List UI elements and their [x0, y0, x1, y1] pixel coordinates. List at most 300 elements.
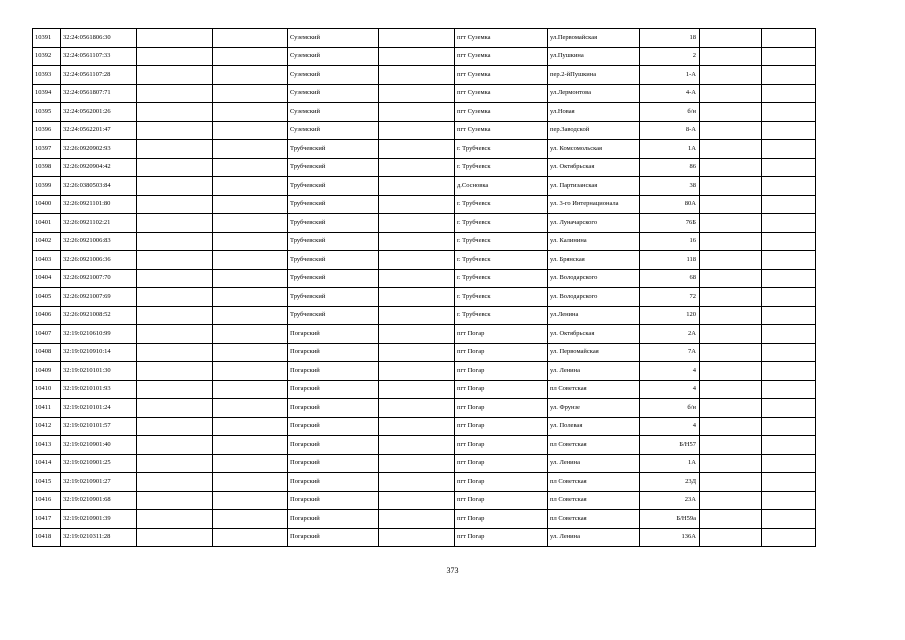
street-cell: ул. Ленина — [548, 454, 640, 473]
street-cell: ул. Калинина — [548, 232, 640, 251]
table-row — [33, 528, 816, 547]
settlement-cell: пгт Погар — [455, 325, 548, 344]
table-row — [33, 195, 816, 214]
district-cell: Погарский — [288, 491, 379, 510]
house-number-cell: 23Д — [640, 473, 700, 492]
table-row — [33, 121, 816, 140]
blank-cell-e — [762, 103, 816, 122]
row-number-cell: 10410 — [33, 380, 61, 399]
blank-cell-d — [700, 103, 762, 122]
cadastral-number-cell: 32:26:0920904:42 — [61, 158, 137, 177]
street-cell: ул.Первомайская — [548, 29, 640, 48]
blank-cell-e — [762, 528, 816, 547]
blank-cell-b — [213, 362, 288, 381]
settlement-cell: д.Сосновка — [455, 177, 548, 196]
blank-cell-c — [379, 473, 455, 492]
cadastral-number-cell: 32:19:0210901:25 — [61, 454, 137, 473]
blank-cell-c — [379, 510, 455, 529]
blank-cell-c — [379, 121, 455, 140]
settlement-cell: г. Трубчевск — [455, 269, 548, 288]
blank-cell-d — [700, 380, 762, 399]
blank-cell-e — [762, 343, 816, 362]
cadastral-number-cell: 32:19:0210901:39 — [61, 510, 137, 529]
settlement-cell: пгт Погар — [455, 510, 548, 529]
street-cell: ул. Комсомольская — [548, 140, 640, 159]
table-row — [33, 362, 816, 381]
row-number-cell: 10395 — [33, 103, 61, 122]
house-number-cell: 23А — [640, 491, 700, 510]
street-cell: ул. Ленина — [548, 528, 640, 547]
blank-cell-d — [700, 399, 762, 418]
street-cell: пл Советская — [548, 473, 640, 492]
blank-cell-e — [762, 399, 816, 418]
blank-cell-e — [762, 380, 816, 399]
street-cell: ул. Партизанская — [548, 177, 640, 196]
blank-cell-d — [700, 158, 762, 177]
cadastral-number-cell: 32:19:0210101:24 — [61, 399, 137, 418]
row-number-cell: 10412 — [33, 417, 61, 436]
district-cell: Погарский — [288, 343, 379, 362]
blank-cell-c — [379, 177, 455, 196]
blank-cell-c — [379, 306, 455, 325]
blank-cell-c — [379, 232, 455, 251]
house-number-cell: 4-А — [640, 84, 700, 103]
blank-cell-e — [762, 269, 816, 288]
house-number-cell: 80А — [640, 195, 700, 214]
house-number-cell: Б/Н57 — [640, 436, 700, 455]
district-cell: Суземский — [288, 29, 379, 48]
blank-cell-a — [137, 84, 213, 103]
blank-cell-b — [213, 306, 288, 325]
blank-cell-e — [762, 362, 816, 381]
blank-cell-d — [700, 491, 762, 510]
house-number-cell: 4 — [640, 380, 700, 399]
house-number-cell: 1А — [640, 140, 700, 159]
cadastral-number-cell: 32:19:0210311:28 — [61, 528, 137, 547]
district-cell: Погарский — [288, 417, 379, 436]
table-body — [33, 29, 816, 547]
house-number-cell: 86 — [640, 158, 700, 177]
blank-cell-d — [700, 214, 762, 233]
house-number-cell: 7А — [640, 343, 700, 362]
table-row — [33, 140, 816, 159]
settlement-cell: г. Трубчевск — [455, 306, 548, 325]
blank-cell-e — [762, 47, 816, 66]
blank-cell-d — [700, 251, 762, 270]
district-cell: Погарский — [288, 454, 379, 473]
street-cell: ул. Октябрьская — [548, 158, 640, 177]
blank-cell-e — [762, 66, 816, 85]
house-number-cell: 2А — [640, 325, 700, 344]
blank-cell-d — [700, 84, 762, 103]
blank-cell-d — [700, 306, 762, 325]
cadastral-number-cell: 32:24:0561806:30 — [61, 29, 137, 48]
street-cell: пл Советская — [548, 491, 640, 510]
district-cell: Погарский — [288, 528, 379, 547]
street-cell: ул. Володарского — [548, 269, 640, 288]
blank-cell-c — [379, 195, 455, 214]
blank-cell-d — [700, 29, 762, 48]
blank-cell-c — [379, 380, 455, 399]
blank-cell-b — [213, 47, 288, 66]
district-cell: Трубчевский — [288, 232, 379, 251]
row-number-cell: 10401 — [33, 214, 61, 233]
blank-cell-b — [213, 195, 288, 214]
blank-cell-c — [379, 436, 455, 455]
blank-cell-c — [379, 29, 455, 48]
blank-cell-b — [213, 177, 288, 196]
district-cell: Трубчевский — [288, 251, 379, 270]
blank-cell-e — [762, 177, 816, 196]
blank-cell-c — [379, 269, 455, 288]
blank-cell-c — [379, 103, 455, 122]
blank-cell-a — [137, 528, 213, 547]
blank-cell-e — [762, 158, 816, 177]
blank-cell-e — [762, 473, 816, 492]
blank-cell-a — [137, 121, 213, 140]
settlement-cell: пгт Погар — [455, 454, 548, 473]
blank-cell-a — [137, 510, 213, 529]
blank-cell-c — [379, 158, 455, 177]
district-cell: Погарский — [288, 380, 379, 399]
blank-cell-b — [213, 528, 288, 547]
table-row — [33, 47, 816, 66]
row-number-cell: 10407 — [33, 325, 61, 344]
blank-cell-b — [213, 251, 288, 270]
cadastral-number-cell: 32:24:0562201:47 — [61, 121, 137, 140]
table-row — [33, 399, 816, 418]
blank-cell-a — [137, 103, 213, 122]
row-number-cell: 10416 — [33, 491, 61, 510]
table-row — [33, 306, 816, 325]
cadastral-number-cell: 32:24:0562001:26 — [61, 103, 137, 122]
street-cell: ул. Луначарского — [548, 214, 640, 233]
table-row — [33, 84, 816, 103]
blank-cell-d — [700, 417, 762, 436]
table-row — [33, 251, 816, 270]
settlement-cell: пгт Суземка — [455, 29, 548, 48]
blank-cell-b — [213, 121, 288, 140]
blank-cell-e — [762, 251, 816, 270]
blank-cell-c — [379, 362, 455, 381]
cadastral-number-cell: 32:26:0921008:52 — [61, 306, 137, 325]
district-cell: Суземский — [288, 121, 379, 140]
blank-cell-b — [213, 399, 288, 418]
house-number-cell: 136А — [640, 528, 700, 547]
district-cell: Погарский — [288, 362, 379, 381]
cadastral-number-cell: 32:26:0921006:83 — [61, 232, 137, 251]
cadastral-number-cell: 32:26:0921101:80 — [61, 195, 137, 214]
blank-cell-e — [762, 140, 816, 159]
blank-cell-d — [700, 362, 762, 381]
row-number-cell: 10394 — [33, 84, 61, 103]
district-cell: Погарский — [288, 436, 379, 455]
cadastral-number-cell: 32:26:0920902:93 — [61, 140, 137, 159]
blank-cell-a — [137, 454, 213, 473]
blank-cell-a — [137, 380, 213, 399]
row-number-cell: 10393 — [33, 66, 61, 85]
district-cell: Трубчевский — [288, 214, 379, 233]
settlement-cell: пгт Суземка — [455, 66, 548, 85]
settlement-cell: пгт Погар — [455, 491, 548, 510]
blank-cell-e — [762, 29, 816, 48]
house-number-cell: 76Б — [640, 214, 700, 233]
house-number-cell: 1А — [640, 454, 700, 473]
district-cell: Погарский — [288, 510, 379, 529]
blank-cell-b — [213, 343, 288, 362]
street-cell: пл Советская — [548, 380, 640, 399]
blank-cell-c — [379, 454, 455, 473]
blank-cell-e — [762, 306, 816, 325]
blank-cell-c — [379, 140, 455, 159]
blank-cell-e — [762, 288, 816, 307]
row-number-cell: 10405 — [33, 288, 61, 307]
house-number-cell: 38 — [640, 177, 700, 196]
blank-cell-a — [137, 417, 213, 436]
blank-cell-c — [379, 66, 455, 85]
settlement-cell: пгт Суземка — [455, 47, 548, 66]
table-row — [33, 29, 816, 48]
house-number-cell: 18 — [640, 29, 700, 48]
row-number-cell: 10397 — [33, 140, 61, 159]
blank-cell-a — [137, 436, 213, 455]
row-number-cell: 10411 — [33, 399, 61, 418]
row-number-cell: 10414 — [33, 454, 61, 473]
blank-cell-e — [762, 214, 816, 233]
blank-cell-c — [379, 399, 455, 418]
row-number-cell: 10396 — [33, 121, 61, 140]
blank-cell-b — [213, 29, 288, 48]
street-cell: пер.Заводской — [548, 121, 640, 140]
table-row — [33, 103, 816, 122]
blank-cell-b — [213, 140, 288, 159]
street-cell: ул. Первомайская — [548, 343, 640, 362]
registry-table — [32, 28, 816, 547]
blank-cell-a — [137, 232, 213, 251]
cadastral-number-cell: 32:24:0561807:71 — [61, 84, 137, 103]
blank-cell-d — [700, 325, 762, 344]
blank-cell-a — [137, 158, 213, 177]
table-row — [33, 510, 816, 529]
district-cell: Трубчевский — [288, 158, 379, 177]
blank-cell-b — [213, 232, 288, 251]
table-row — [33, 269, 816, 288]
blank-cell-a — [137, 251, 213, 270]
blank-cell-a — [137, 491, 213, 510]
settlement-cell: пгт Суземка — [455, 84, 548, 103]
house-number-cell: Б/Н59а — [640, 510, 700, 529]
blank-cell-d — [700, 473, 762, 492]
blank-cell-a — [137, 140, 213, 159]
cadastral-number-cell: 32:26:0921102:21 — [61, 214, 137, 233]
cadastral-number-cell: 32:19:0210901:68 — [61, 491, 137, 510]
row-number-cell: 10403 — [33, 251, 61, 270]
cadastral-number-cell: 32:19:0210610:99 — [61, 325, 137, 344]
street-cell: ул.Новая — [548, 103, 640, 122]
street-cell: ул.Пушкина — [548, 47, 640, 66]
district-cell: Трубчевский — [288, 195, 379, 214]
cadastral-number-cell: 32:19:0210101:57 — [61, 417, 137, 436]
row-number-cell: 10400 — [33, 195, 61, 214]
table-row — [33, 288, 816, 307]
page-number: 373 — [446, 566, 459, 575]
street-cell: ул.Лермонтова — [548, 84, 640, 103]
street-cell: пер.2-йПушкина — [548, 66, 640, 85]
blank-cell-c — [379, 491, 455, 510]
district-cell: Суземский — [288, 103, 379, 122]
settlement-cell: пгт Погар — [455, 417, 548, 436]
street-cell: ул. Октябрьская — [548, 325, 640, 344]
blank-cell-d — [700, 528, 762, 547]
row-number-cell: 10398 — [33, 158, 61, 177]
blank-cell-e — [762, 491, 816, 510]
blank-cell-c — [379, 325, 455, 344]
row-number-cell: 10399 — [33, 177, 61, 196]
settlement-cell: пгт Суземка — [455, 103, 548, 122]
cadastral-number-cell: 32:19:0210101:93 — [61, 380, 137, 399]
district-cell: Трубчевский — [288, 306, 379, 325]
table-row — [33, 158, 816, 177]
row-number-cell: 10418 — [33, 528, 61, 547]
settlement-cell: пгт Погар — [455, 343, 548, 362]
cadastral-number-cell: 32:26:0921006:36 — [61, 251, 137, 270]
house-number-cell: 16 — [640, 232, 700, 251]
street-cell: пл Советская — [548, 510, 640, 529]
settlement-cell: пгт Погар — [455, 362, 548, 381]
settlement-cell: пгт Погар — [455, 399, 548, 418]
house-number-cell: 1-А — [640, 66, 700, 85]
blank-cell-d — [700, 269, 762, 288]
row-number-cell: 10413 — [33, 436, 61, 455]
blank-cell-a — [137, 47, 213, 66]
table-row — [33, 214, 816, 233]
table-row — [33, 66, 816, 85]
blank-cell-e — [762, 232, 816, 251]
blank-cell-a — [137, 66, 213, 85]
blank-cell-b — [213, 103, 288, 122]
row-number-cell: 10402 — [33, 232, 61, 251]
blank-cell-e — [762, 436, 816, 455]
settlement-cell: пгт Погар — [455, 528, 548, 547]
district-cell: Суземский — [288, 47, 379, 66]
blank-cell-b — [213, 66, 288, 85]
district-cell: Суземский — [288, 66, 379, 85]
blank-cell-a — [137, 269, 213, 288]
blank-cell-e — [762, 510, 816, 529]
row-number-cell: 10417 — [33, 510, 61, 529]
blank-cell-e — [762, 454, 816, 473]
blank-cell-e — [762, 84, 816, 103]
row-number-cell: 10415 — [33, 473, 61, 492]
blank-cell-b — [213, 417, 288, 436]
district-cell: Трубчевский — [288, 140, 379, 159]
cadastral-number-cell: 32:19:0210901:40 — [61, 436, 137, 455]
blank-cell-a — [137, 473, 213, 492]
house-number-cell: 2 — [640, 47, 700, 66]
street-cell: ул.Ленина — [548, 306, 640, 325]
street-cell: ул. Полевая — [548, 417, 640, 436]
blank-cell-b — [213, 473, 288, 492]
street-cell: ул. Фрунзе — [548, 399, 640, 418]
settlement-cell: пгт Суземка — [455, 121, 548, 140]
street-cell: ул. Володарского — [548, 288, 640, 307]
blank-cell-a — [137, 214, 213, 233]
blank-cell-c — [379, 528, 455, 547]
cadastral-number-cell: 32:19:0210101:30 — [61, 362, 137, 381]
blank-cell-c — [379, 417, 455, 436]
blank-cell-d — [700, 436, 762, 455]
blank-cell-c — [379, 288, 455, 307]
district-cell: Трубчевский — [288, 288, 379, 307]
cadastral-number-cell: 32:24:0561107:28 — [61, 66, 137, 85]
blank-cell-d — [700, 66, 762, 85]
blank-cell-e — [762, 195, 816, 214]
blank-cell-a — [137, 288, 213, 307]
street-cell: ул. Брянская — [548, 251, 640, 270]
blank-cell-c — [379, 214, 455, 233]
district-cell: Погарский — [288, 399, 379, 418]
table-row — [33, 473, 816, 492]
settlement-cell: г. Трубчевск — [455, 158, 548, 177]
blank-cell-a — [137, 343, 213, 362]
house-number-cell: 118 — [640, 251, 700, 270]
blank-cell-b — [213, 436, 288, 455]
blank-cell-d — [700, 195, 762, 214]
house-number-cell: б/н — [640, 103, 700, 122]
blank-cell-a — [137, 399, 213, 418]
blank-cell-e — [762, 121, 816, 140]
street-cell: ул. Ленина — [548, 362, 640, 381]
blank-cell-d — [700, 121, 762, 140]
row-number-cell: 10392 — [33, 47, 61, 66]
street-cell: ул. 3-го Интернационала — [548, 195, 640, 214]
settlement-cell: г. Трубчевск — [455, 214, 548, 233]
table-row — [33, 380, 816, 399]
district-cell: Трубчевский — [288, 269, 379, 288]
cadastral-number-cell: 32:19:0210910:14 — [61, 343, 137, 362]
table-row — [33, 454, 816, 473]
blank-cell-a — [137, 362, 213, 381]
table-row — [33, 491, 816, 510]
blank-cell-d — [700, 343, 762, 362]
blank-cell-a — [137, 306, 213, 325]
table-row — [33, 436, 816, 455]
blank-cell-d — [700, 288, 762, 307]
blank-cell-e — [762, 417, 816, 436]
cadastral-number-cell: 32:26:0921007:69 — [61, 288, 137, 307]
row-number-cell: 10391 — [33, 29, 61, 48]
blank-cell-b — [213, 269, 288, 288]
settlement-cell: пгт Погар — [455, 380, 548, 399]
blank-cell-d — [700, 177, 762, 196]
settlement-cell: г. Трубчевск — [455, 232, 548, 251]
blank-cell-c — [379, 251, 455, 270]
table-row — [33, 417, 816, 436]
settlement-cell: г. Трубчевск — [455, 251, 548, 270]
blank-cell-b — [213, 454, 288, 473]
house-number-cell: 8-А — [640, 121, 700, 140]
district-cell: Суземский — [288, 84, 379, 103]
blank-cell-d — [700, 47, 762, 66]
cadastral-number-cell: 32:24:0561107:33 — [61, 47, 137, 66]
house-number-cell: 4 — [640, 417, 700, 436]
row-number-cell: 10408 — [33, 343, 61, 362]
house-number-cell: 120 — [640, 306, 700, 325]
blank-cell-a — [137, 195, 213, 214]
blank-cell-c — [379, 343, 455, 362]
cadastral-number-cell: 32:26:0921007:70 — [61, 269, 137, 288]
blank-cell-b — [213, 510, 288, 529]
